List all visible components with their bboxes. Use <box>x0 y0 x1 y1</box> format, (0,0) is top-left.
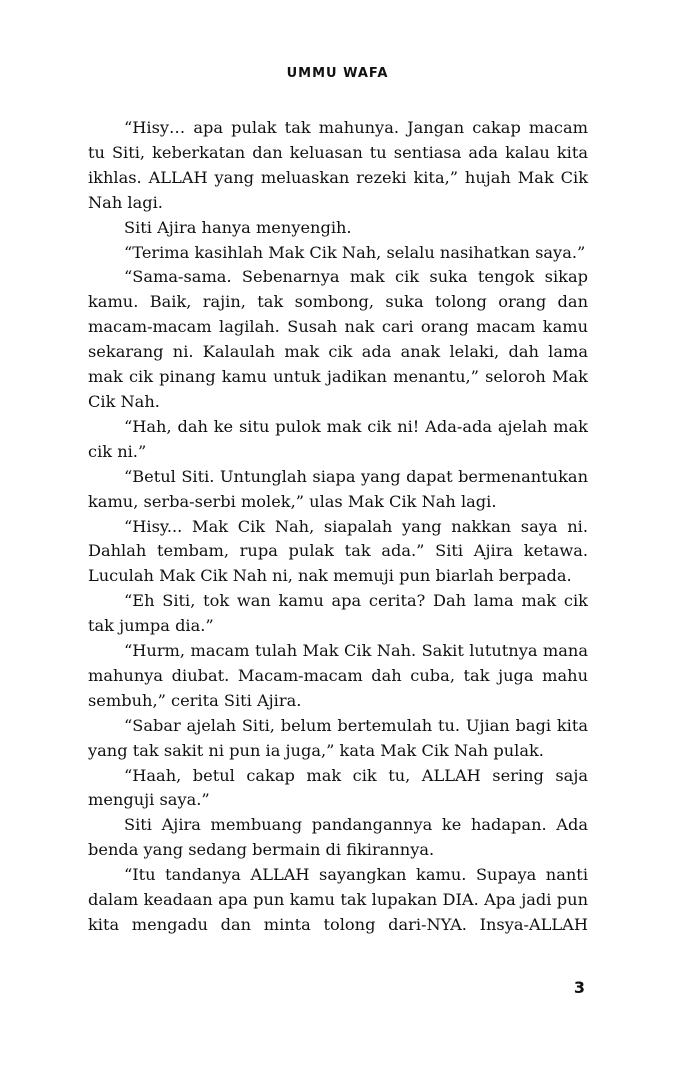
paragraph: “Hurm, macam tulah Mak Cik Nah. Sakit lututnya mana mahunya diubat. Macam-macam dah cuba, tak juga mahu sembuh,” cerita Siti Ajira. <box>88 641 588 710</box>
paragraph: “Sama-sama. Sebenarnya mak cik suka tengok sikap kamu. Baik, rajin, tak sombong, suka tolong orang dan macam-macam lagilah. Susah nak cari orang macam kamu sekarang ni. Kalaulah mak cik ada anak lelaki, dah lama mak cik pinang kamu untuk jadikan menantu,” seloroh Mak Cik Nah. <box>88 267 588 411</box>
paragraph: “Eh Siti, tok wan kamu apa cerita? Dah lama mak cik tak jumpa dia.” <box>88 591 588 636</box>
paragraph: Siti Ajira hanya menyengih. <box>124 217 352 237</box>
paragraph: “Hisy... Mak Cik Nah, siapalah yang nakkan saya ni. Dahlah tembam, rupa pulak tak ada.” Siti Ajira ketawa. Luculah Mak Cik Nah ni, nak memuji pun biarlah berpada. <box>88 516 588 586</box>
page-number: 3 <box>573 978 585 997</box>
paragraph: “Hisy… apa pulak tak mahunya. Jangan cakap macam tu Siti, keberkatan dan keluasan tu sentiasa ada kalau kita ikhlas. ALLAH yang meluaskan rezeki kita,” hujah Mak Cik Nah lagi. <box>88 118 588 212</box>
paragraph: “Haah, betul cakap mak cik tu, ALLAH sering saja menguji saya.” <box>88 765 588 810</box>
paragraph: “Hah, dah ke situ pulok mak cik ni! Ada-ada ajelah mak cik ni.” <box>88 416 588 461</box>
paragraph: “Sabar ajelah Siti, belum bertemulah tu. Ujian bagi kita yang tak sakit ni pun ia juga,” kata Mak Cik Nah pulak. <box>88 715 588 760</box>
paragraph: “Itu tandanya ALLAH sayangkan kamu. Supaya nanti dalam keadaan apa pun kamu tak lupakan DIA. Apa jadi pun kita mengadu dan minta tolong dari-NYA. Insya-ALLAH <box>88 865 588 934</box>
body-text <box>88 116 588 938</box>
paragraph: Siti Ajira membuang pandangannya ke hadapan. Ada benda yang sedang bermain di fikirannya. <box>88 815 588 860</box>
paragraph: “Betul Siti. Untunglah siapa yang dapat bermenantukan kamu, serba-serbi molek,” ulas Mak Cik Nah lagi. <box>88 466 588 511</box>
running-header-author: UMMU WAFA <box>286 66 389 81</box>
paragraph: “Terima kasihlah Mak Cik Nah, selalu nasihatkan saya.” <box>124 242 586 262</box>
